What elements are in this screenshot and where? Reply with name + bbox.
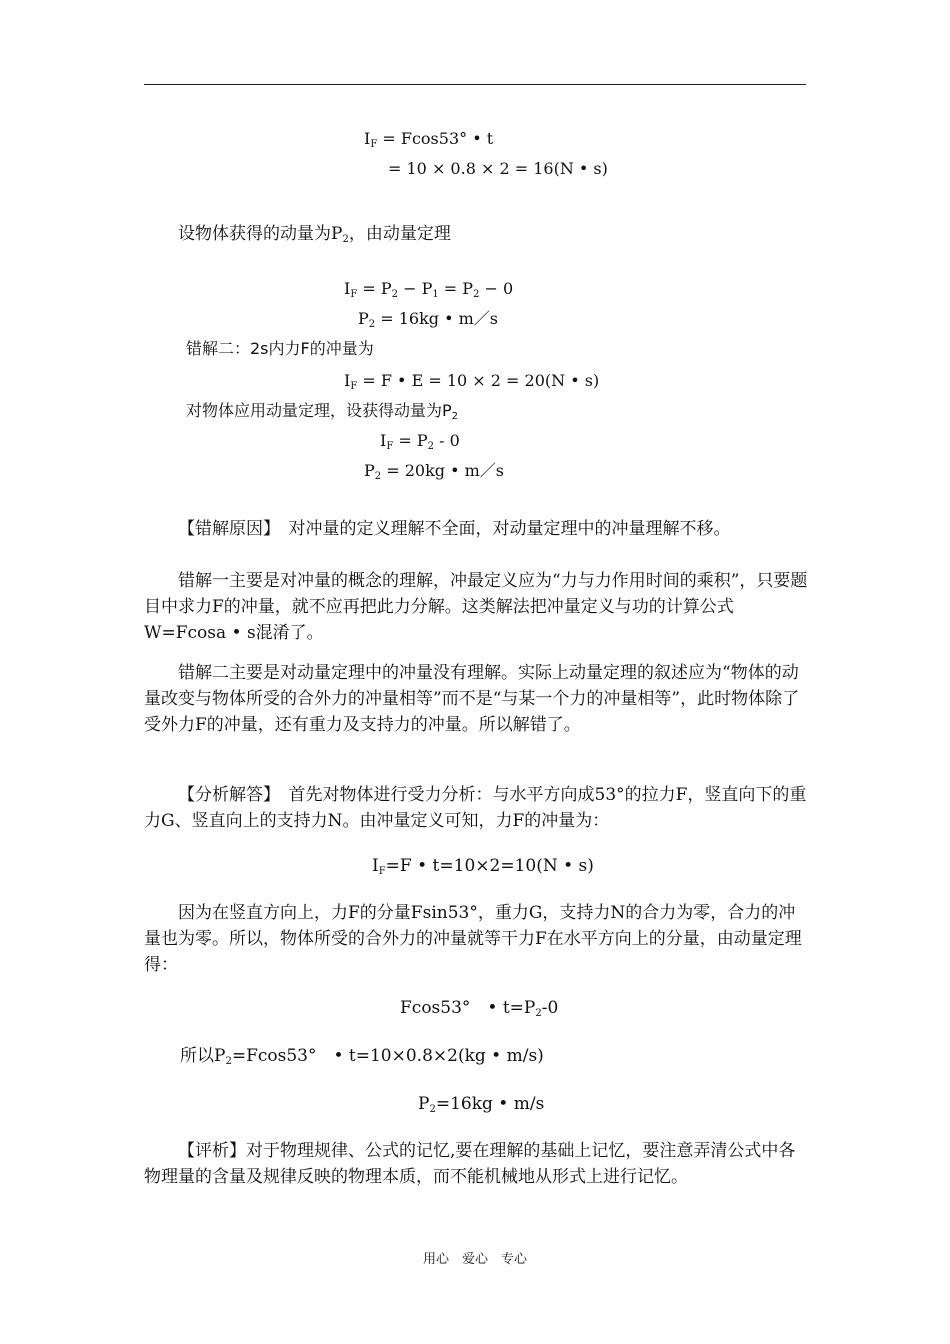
equation-wrong-p2: $P_2 = 20kg$ • m／s bbox=[364, 461, 505, 482]
equation-impulse-ft: $I_F=F$ • t=10×2=10(N • s) bbox=[372, 856, 594, 877]
equation-horizontal-component: Fcos53° • $t=P_2-0$ bbox=[400, 998, 559, 1019]
equation-momentum-theorem: $I_F = P_2 - P_1 = P_2 - 0$ bbox=[344, 279, 514, 300]
page-footer: 用心 爱心 专心 bbox=[422, 1252, 527, 1267]
header-rule bbox=[144, 84, 806, 85]
paragraph-explain-one: 错解一主要是对冲量的概念的理解，冲最定义应为“力与力作用时间的乘积”，只要题目中求力F的冲量，就不应再把此力分解。这类解法把冲量定义与功的计算公式W=Fcosa • s混淆了。 bbox=[144, 571, 808, 643]
paragraph-analysis: 【分析解答】 首先对物体进行受力分析：与水平方向成53°的拉力F，竖直向下的重力G、竖直向上的支持力N。由冲量定义可知，力F的冲量为： bbox=[144, 785, 807, 831]
wrong-solution-apply: 对物体应用动量定理，设获得动量为$P_2$ bbox=[186, 401, 459, 422]
paragraph-error-reason: 【错解原因】 对冲量的定义理解不全面，对动量定理中的冲量理解不移。 bbox=[178, 519, 731, 539]
equation-wrong-impulse: $I_F = F$ • E = 10 × 2 = 20(N • s) bbox=[344, 371, 600, 392]
paragraph-so-p2: 所以$P_2=Fcos53^\circ$ • t=10×0.8×2(kg • m/s) bbox=[180, 1046, 544, 1067]
equation-impulse-value: = 10 × 0.8 × 2 = 16(N • s) bbox=[388, 159, 608, 178]
equation-p2-16: $P_2 = 16kg$ • m／s bbox=[358, 309, 499, 330]
paragraph-explain-two: 错解二主要是对动量定理中的冲量没有理解。实际上动量定理的叙述应为“物体的动量改变与物体所受的合外力的冲量相等”而不是“与某一个力的冲量相等”，此时物体除了受外力F的冲量，还有重力及支持力的冲量。所以解错了。 bbox=[144, 663, 800, 735]
equation-final-answer: $P_2=16kg$ • m/s bbox=[418, 1094, 545, 1115]
paragraph-comment: 【评析】对于物理规律、公式的记忆,要在理解的基础上记忆，要注意弄清公式中各物理量的含量及规律反映的物理本质，而不能机械地从形式上进行记忆。 bbox=[144, 1141, 796, 1187]
equation-impulse-fcos: $I_F = Fcos53^\circ$ • t bbox=[364, 129, 494, 150]
paragraph-vertical-components: 因为在竖直方向上，力F的分量Fsin53°，重力G，支持力N的合力为零，合力的冲量也为零。所以，物体所受的合外力的冲量就等干力F在水平方向上的分量，由动量定理得： bbox=[144, 903, 802, 975]
paragraph-set-momentum: 设物体获得的动量为$P_2$，由动量定理 bbox=[178, 224, 451, 245]
equation-wrong-theorem: $I_F = P_2 - 0$ bbox=[380, 431, 460, 452]
wrong-solution-two-title: 错解二：2s内力F的冲量为 bbox=[186, 339, 374, 358]
